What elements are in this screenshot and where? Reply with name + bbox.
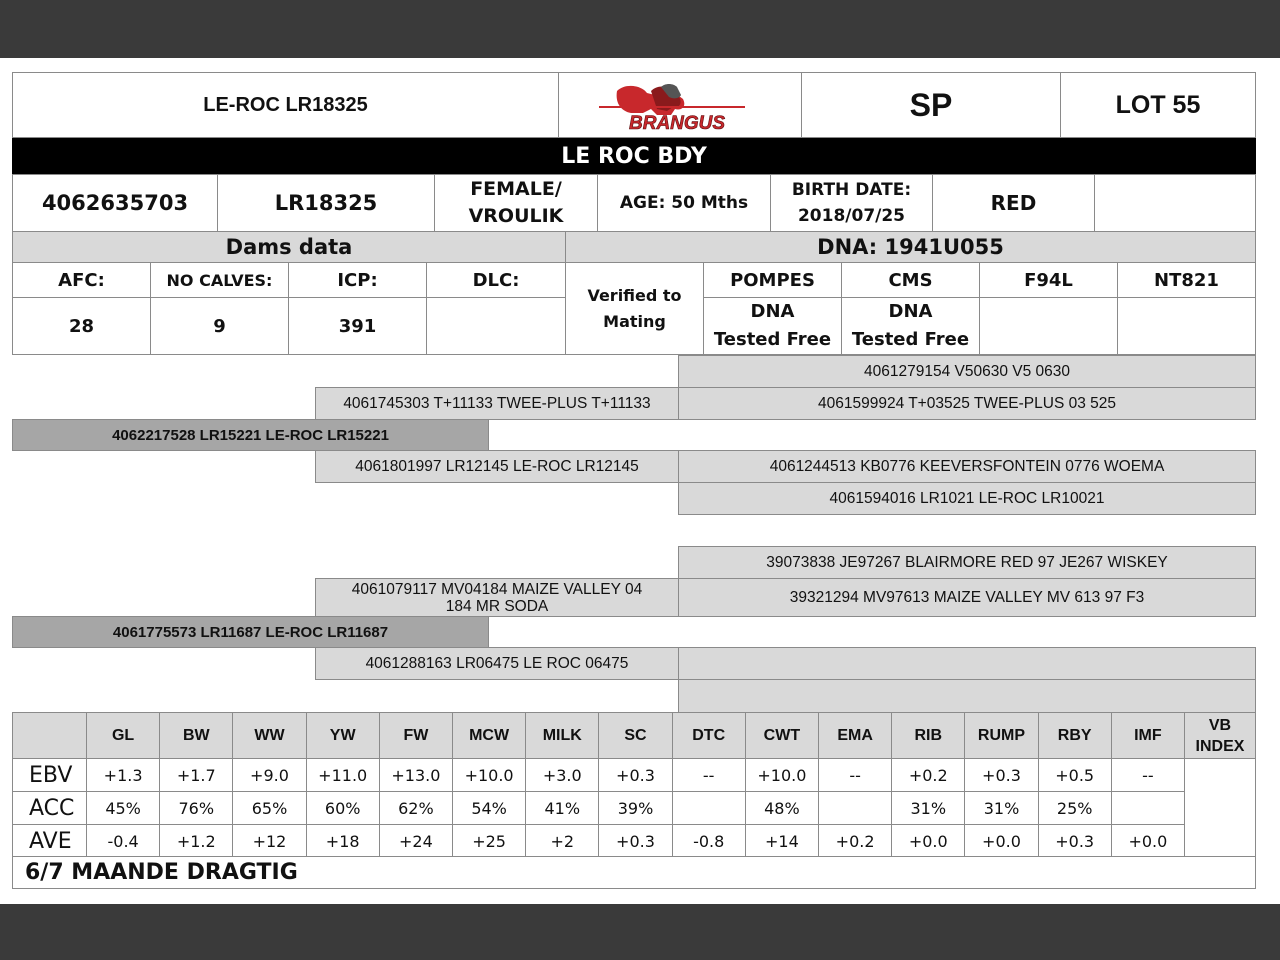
title-bar: LE ROC BDY [12,138,1256,174]
birth-label: BIRTH DATE: [791,180,912,200]
ebv-cell-ave-ema: +0.2 [818,824,892,858]
sex-line2: VROULIK [468,205,564,227]
ebv-header-rby: RBY [1038,712,1112,759]
pedigree-sdd: 4061594016 LR1021 LE-ROC LR10021 [678,482,1256,515]
pedigree-sds: 4061244513 KB0776 KEEVERSFONTEIN 0776 WOEMA [678,450,1256,483]
ebv-cell-ebv-sc: +0.3 [598,758,672,792]
ebv-cell-ave-bw: +1.2 [159,824,233,858]
dams-value-calves: 9 [150,297,289,355]
dams-header-calves: NO CALVES: [150,262,289,298]
pedigree-sire: 4062217528 LR15221 LE-ROC LR15221 [12,419,489,451]
ebv-header-bw: BW [159,712,233,759]
ebv-header-gl: GL [86,712,160,759]
ebv-cell-ave-cwt: +14 [745,824,819,858]
ebv-header-sc: SC [598,712,672,759]
ebv-cell-ebv-bw: +1.7 [159,758,233,792]
ebv-cell-acc-imf [1111,791,1185,825]
dams-value-afc: 28 [12,297,151,355]
animal-name: LE-ROC LR18325 [12,72,559,138]
ebv-cell-acc-sc: 39% [598,791,672,825]
ebv-cell-ave-milk: +2 [525,824,599,858]
ebv-cell-ebv-fw: +13.0 [379,758,453,792]
dna-result-pompes [703,297,842,355]
ebv-header-yw: YW [306,712,380,759]
reg-code: LR18325 [217,174,435,232]
dna-result-line1: DNA [750,301,795,322]
ebv-cell-acc-bw: 76% [159,791,233,825]
ebv-cell-acc-rump: 31% [964,791,1038,825]
pedigree-sire-sire: 4061745303 T+11133 TWEE-PLUS T+11133 [315,387,679,420]
ebv-cell-ave-sc: +0.3 [598,824,672,858]
grade-label: SP [801,72,1061,138]
ebv-cell-acc-ww: 65% [232,791,306,825]
dna-result-line2: Tested Free [713,329,832,350]
ebv-cell-ebv-rib: +0.2 [891,758,965,792]
ebv-cell-ave-rib: +0.0 [891,824,965,858]
ebv-row-label-ebv: EBV [12,758,87,792]
ebv-cell-ebv-ema: -- [818,758,892,792]
dams-title: Dams data [12,231,566,263]
pedigree-ddd [678,679,1256,713]
ebv-cell-acc-ema [818,791,892,825]
birth-date: 2018/07/25 [797,206,906,226]
ebv-header-rump: RUMP [964,712,1038,759]
dna-result-line1: DNA [888,301,933,322]
lot-number: LOT 55 [1060,72,1256,138]
ebv-cell-acc-dtc [672,791,746,825]
dna-header-pompes: POMPES [703,262,842,298]
ebv-cell-acc-rib: 31% [891,791,965,825]
ebv-cell-ebv-mcw: +10.0 [452,758,526,792]
ebv-cell-ebv-rby: +0.5 [1038,758,1112,792]
ebv-cell-ebv-dtc: -- [672,758,746,792]
pedigree-dam: 4061775573 LR11687 LE-ROC LR11687 [12,616,489,648]
ebv-cell-ebv-yw: +11.0 [306,758,380,792]
ebv-cell-ebv-milk: +3.0 [525,758,599,792]
ebv-header-mcw: MCW [452,712,526,759]
identity-extra [1094,174,1256,232]
ebv-cell-acc-yw: 60% [306,791,380,825]
logo-text: BRANGUS [629,113,726,133]
sale-sheet [0,58,1280,904]
ebv-cell-ebv-rump: +0.3 [964,758,1038,792]
age-field: AGE: 50 Mths [597,174,771,232]
dams-value-dlc [426,297,566,355]
ebv-cell-ave-gl: -0.4 [86,824,160,858]
vb-index-vb_line2: INDEX [1195,737,1245,755]
dam-sire-line1: 4061079117 MV04184 MAIZE VALLEY 04 [351,580,643,598]
dams-header-dlc: DLC: [426,262,566,298]
dna-header-cms: CMS [841,262,980,298]
colour-field: RED [932,174,1095,232]
ebv-header-milk: MILK [525,712,599,759]
ebv-row-label-acc: ACC [12,791,87,825]
ebv-cell-ave-rby: +0.3 [1038,824,1112,858]
ebv-corner [12,712,87,759]
ebv-cell-acc-cwt: 48% [745,791,819,825]
ebv-header-cwt: CWT [745,712,819,759]
ebv-header-imf: IMF [1111,712,1185,759]
ebv-cell-acc-mcw: 54% [452,791,526,825]
brangus-logo [558,72,802,138]
ebv-cell-acc-fw: 62% [379,791,453,825]
dna-header-nt821: NT821 [1117,262,1256,298]
cattle-icon [595,77,765,133]
verified-line2: Mating [603,311,666,331]
ebv-header-ema: EMA [818,712,892,759]
ebv-cell-ebv-cwt: +10.0 [745,758,819,792]
pedigree-ssd: 4061599924 T+03525 TWEE-PLUS 03 525 [678,387,1256,420]
pedigree-sire-dam: 4061801997 LR12145 LE-ROC LR12145 [315,450,679,483]
sex-line1: FEMALE/ [470,178,562,200]
ebv-cell-ebv-ww: +9.0 [232,758,306,792]
dams-header-icp: ICP: [288,262,427,298]
ebv-header-fw: FW [379,712,453,759]
ebv-row-label-ave: AVE [12,824,87,858]
ebv-cell-acc-rby: 25% [1038,791,1112,825]
ebv-cell-ave-rump: +0.0 [964,824,1038,858]
pedigree-dam-sire [315,578,679,617]
dna-header-f94l: F94L [979,262,1118,298]
ebv-vb-index-value [1184,758,1256,858]
ebv-cell-ave-mcw: +25 [452,824,526,858]
ebv-cell-ave-yw: +18 [306,824,380,858]
verified-to-mating [565,262,704,355]
dam-sire-line2: 184 MR SODA [445,597,549,615]
ebv-cell-ebv-imf: -- [1111,758,1185,792]
dams-header-afc: AFC: [12,262,151,298]
ebv-header-dtc: DTC [672,712,746,759]
pedigree-dam-dam: 4061288163 LR06475 LE ROC 06475 [315,647,679,680]
ebv-cell-ave-imf: +0.0 [1111,824,1185,858]
ebv-header-rib: RIB [891,712,965,759]
dna-result-cms [841,297,980,355]
ebv-cell-acc-milk: 41% [525,791,599,825]
ebv-cell-ave-dtc: -0.8 [672,824,746,858]
ebv-cell-ebv-gl: +1.3 [86,758,160,792]
dna-result-nt821 [1117,297,1256,355]
pedigree-sss: 4061279154 V50630 V5 0630 [678,355,1256,388]
birth-date-field [770,174,933,232]
pedigree-dss: 39073838 JE97267 BLAIRMORE RED 97 JE267 WISKEY [678,546,1256,579]
id-number: 4062635703 [12,174,218,232]
ebv-cell-ave-fw: +24 [379,824,453,858]
ebv-cell-acc-gl: 45% [86,791,160,825]
dna-result-line2: Tested Free [851,329,970,350]
ebv-header-ww: WW [232,712,306,759]
sex-field [434,174,598,232]
ebv-cell-ave-ww: +12 [232,824,306,858]
dna-title: DNA: 1941U055 [565,231,1256,263]
pedigree-dds [678,647,1256,680]
verified-line1: Verified to [587,285,682,305]
vb-index-vb_line1: VB [1208,716,1232,734]
dna-result-f94l [979,297,1118,355]
footer-note: 6/7 MAANDE DRAGTIG [12,856,1256,889]
ebv-header-vb-index [1184,712,1256,759]
pedigree-dsd: 39321294 MV97613 MAIZE VALLEY MV 613 97 F3 [678,578,1256,617]
dams-value-icp: 391 [288,297,427,355]
